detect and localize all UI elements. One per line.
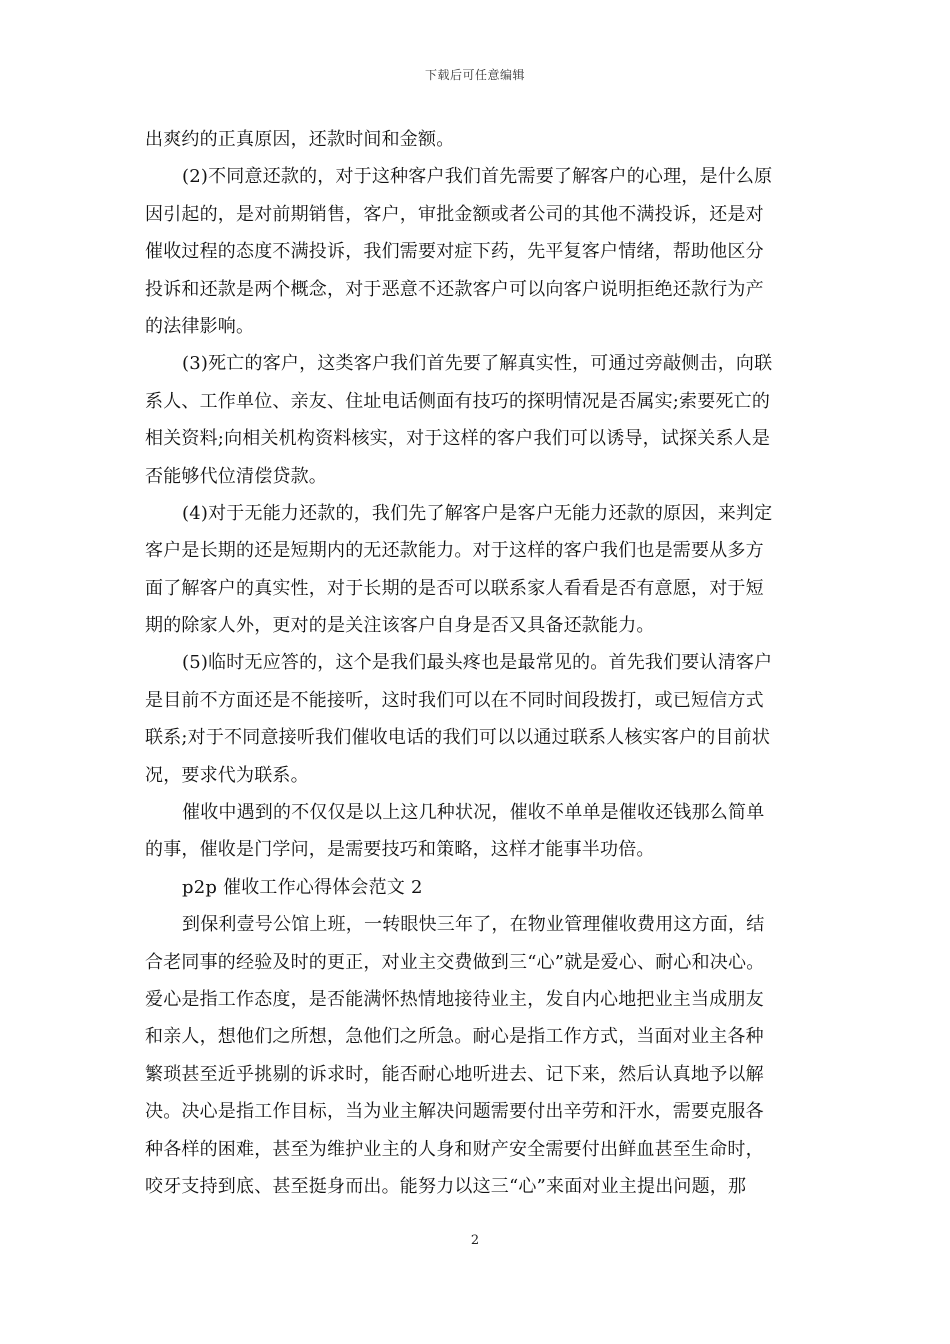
text-line: 联系;对于不同意接听我们催收电话的我们可以以通过联系人核实客户的目前状 bbox=[145, 727, 771, 749]
text-line: 的法律影响。 bbox=[145, 315, 255, 337]
text-line: 爱心是指工作态度，是否能满怀热情地接待业主，发自内心地把业主当成朋友 bbox=[145, 988, 764, 1010]
page-header: 下载后可任意编辑 bbox=[424, 68, 525, 82]
text-line: 繁琐甚至近乎挑剔的诉求时，能否耐心地听进去、记下来，然后认真地予以解 bbox=[145, 1063, 764, 1085]
text-line: (4)对于无能力还款的，我们先了解客户是客户无能力还款的原因，来判定 bbox=[182, 502, 773, 524]
text-line: 投诉和还款是两个概念，对于恶意不还款客户可以向客户说明拒绝还款行为产 bbox=[145, 278, 764, 300]
text-line: (5)临时无应答的，这个是我们最头疼也是最常见的。首先我们要认清客户 bbox=[182, 652, 773, 674]
section-heading: p2p 催收工作心得体会范文 2 bbox=[182, 876, 423, 898]
text-line: 相关资料;向相关机构资料核实，对于这样的客户我们可以诱导，试探关系人是 bbox=[145, 428, 771, 450]
text-line: 否能够代位清偿贷款。 bbox=[145, 465, 327, 487]
text-line: 到保利壹号公馆上班，一转眼快三年了，在物业管理催收费用这方面，结 bbox=[182, 914, 765, 936]
text-line: 期的除家人外，更对的是关注该客户自身是否又具备还款能力。 bbox=[145, 615, 655, 637]
text-line: 况，要求代为联系。 bbox=[145, 764, 309, 786]
text-line: 催收中遇到的不仅仅是以上这几种状况，催收不单单是催收还钱那么简单 bbox=[182, 802, 765, 824]
text-line: 客户是长期的还是短期内的无还款能力。对于这样的客户我们也是需要从多方 bbox=[145, 540, 764, 562]
text-line: 系人、工作单位、亲友、住址电话侧面有技巧的探明情况是否属实;索要死亡的 bbox=[145, 390, 771, 412]
text-line: 面了解客户的真实性，对于长期的是否可以联系家人看看是否有意愿，对于短 bbox=[145, 577, 764, 599]
text-line: 合老同事的经验及时的更正，对业主交费做到三“心”就是爱心、耐心和决心。 bbox=[145, 951, 765, 973]
text-line: 因引起的，是对前期销售，客户，审批金额或者公司的其他不满投诉，还是对 bbox=[145, 203, 764, 225]
text-line: 出爽约的正真原因，还款时间和金额。 bbox=[145, 129, 455, 150]
document-body bbox=[145, 121, 810, 1205]
text-line: 是目前不方面还是不能接听，这时我们可以在不同时间段拨打，或已短信方式 bbox=[145, 689, 764, 711]
text-line: 和亲人，想他们之所想，急他们之所急。耐心是指工作方式，当面对业主各种 bbox=[145, 1026, 764, 1048]
text-line: (2)不同意还款的，对于这种客户我们首先需要了解客户的心理，是什么原 bbox=[182, 166, 773, 188]
text-line: 咬牙支持到底、甚至挺身而出。能努力以这三“心”来面对业主提出问题，那 bbox=[145, 1175, 747, 1197]
text-line: 种各样的困难，甚至为维护业主的人身和财产安全需要付出鲜血甚至生命时， bbox=[145, 1138, 764, 1160]
text-line: 的事，催收是门学问，是需要技巧和策略，这样才能事半功倍。 bbox=[145, 839, 655, 861]
page-number: 2 bbox=[470, 1233, 480, 1248]
text-line: (3)死亡的客户，这类客户我们首先要了解真实性，可通过旁敲侧击，向联 bbox=[182, 353, 773, 375]
text-line: 催收过程的态度不满投诉，我们需要对症下药，先平复客户情绪，帮助他区分 bbox=[145, 241, 764, 263]
text-line: 决。决心是指工作目标，当为业主解决问题需要付出辛劳和汗水，需要克服各 bbox=[145, 1101, 764, 1123]
